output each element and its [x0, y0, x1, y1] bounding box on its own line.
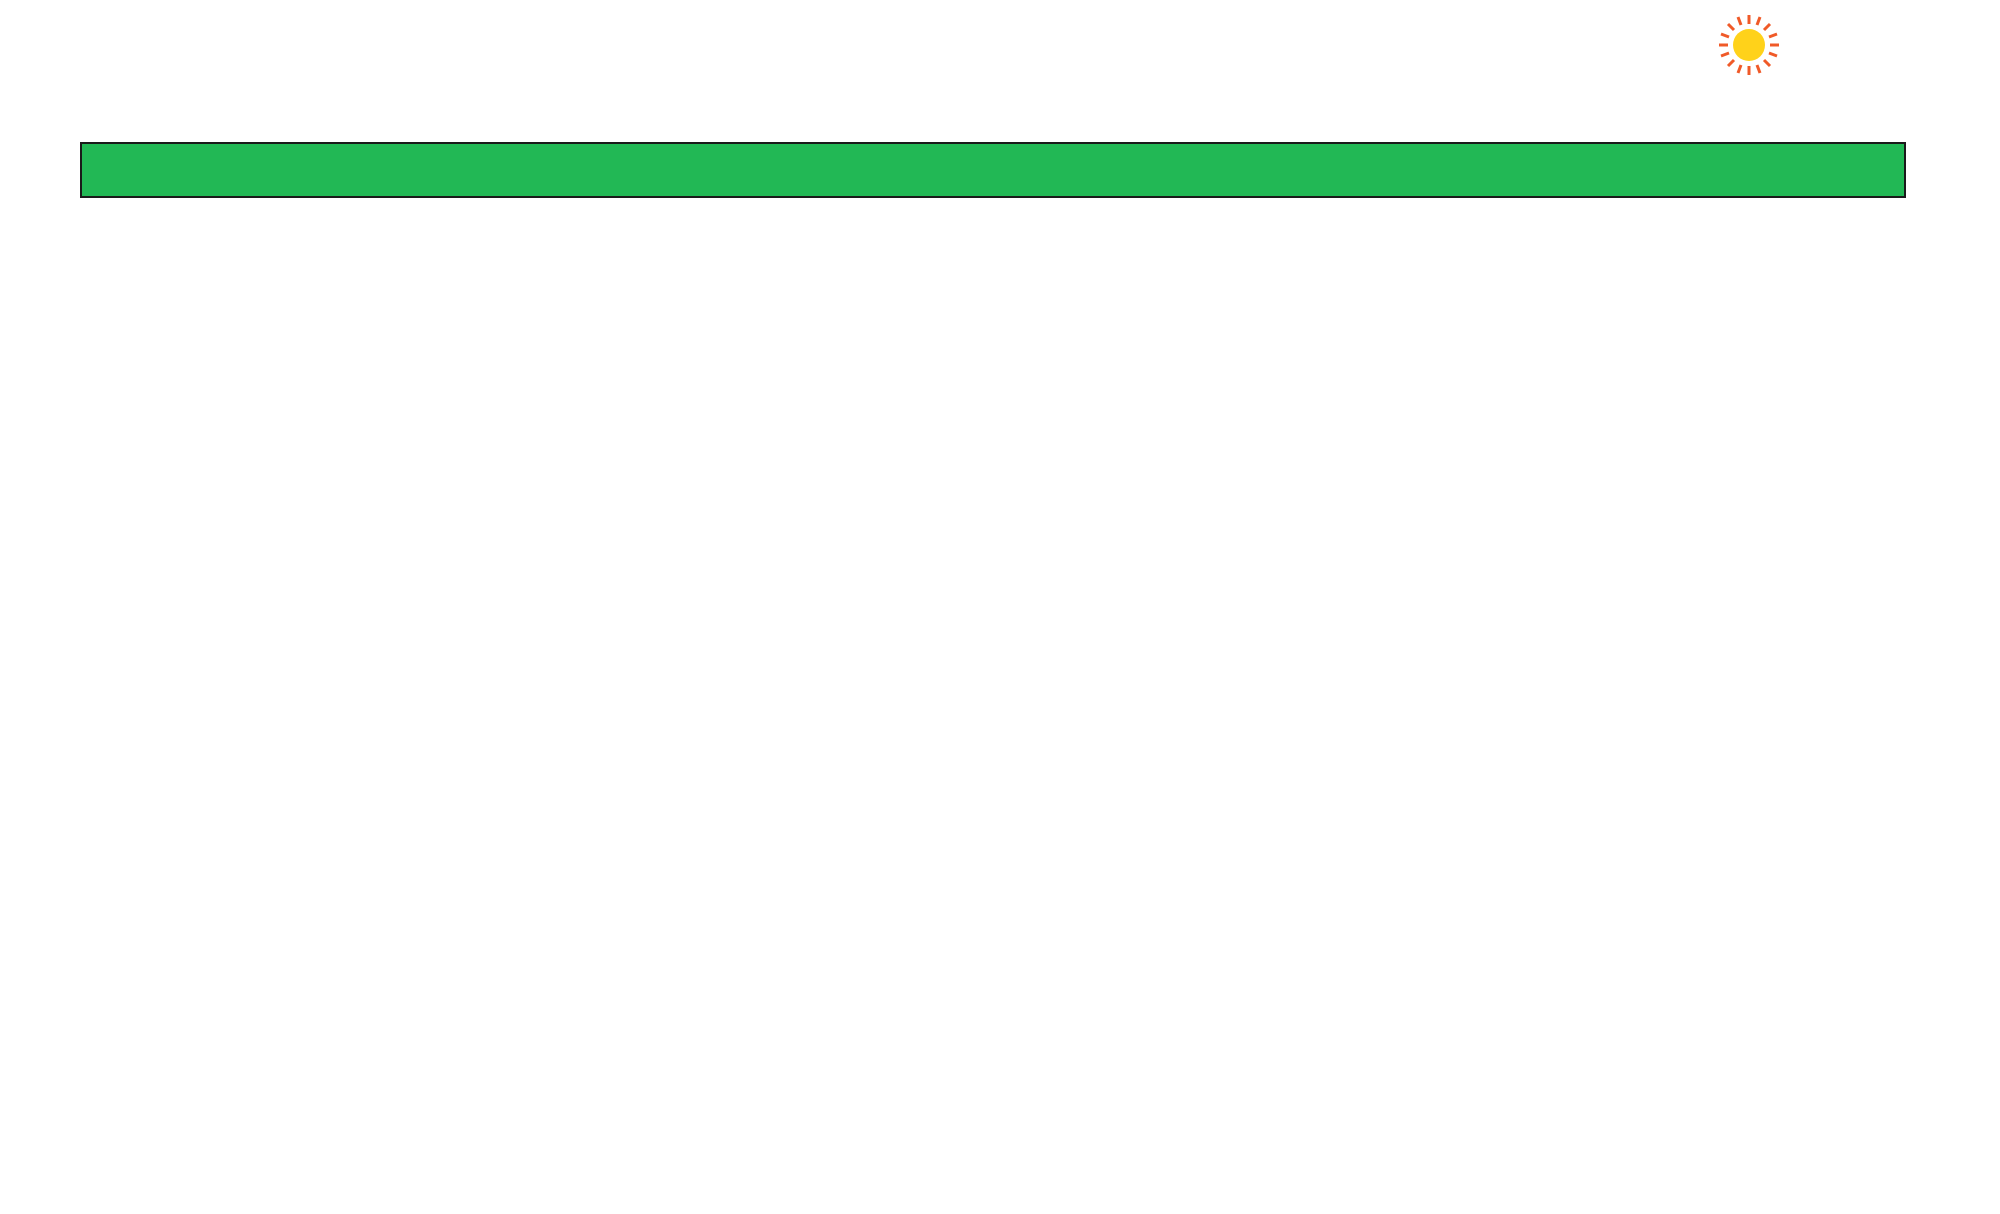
coa-logo — [1590, 14, 1920, 129]
weekday-header — [80, 142, 1906, 198]
calendar-grid — [80, 198, 1906, 1178]
activity-calendar — [80, 142, 1906, 1178]
sun-logo-icon — [1655, 14, 1855, 76]
